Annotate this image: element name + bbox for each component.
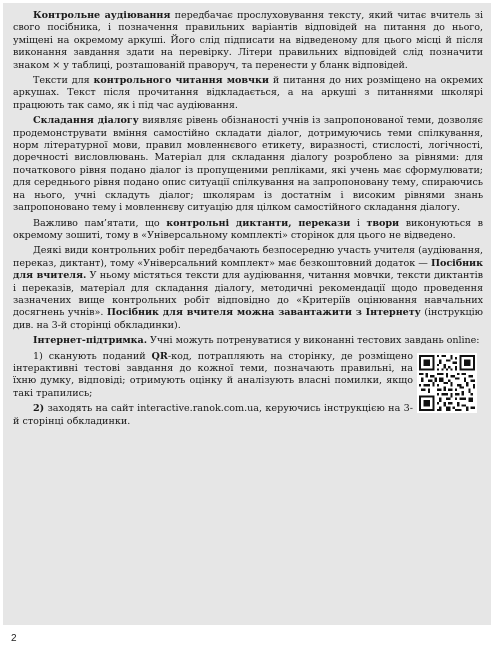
paragraph-text: У ньому містяться тексти для аудіювання, читання мовчки, тексти диктантів і переказів, матеріал для складання діалогу, методичні рекомендації щодо проведення зазначених вище контрольних робіт відповідно до «Критеріїв оцінювання навчальних досягнень учнів». xyxy=(13,270,484,319)
list-item-scan xyxy=(13,351,413,401)
list-number: 1) xyxy=(33,350,43,362)
paragraph-text: Учні можуть потренуватися у виконанні тестових завдань online: xyxy=(147,335,480,347)
paragraph-text: виконуються в окремому зошиті, тому в «Універсальному комплекті» сторінок для цього не відведено. xyxy=(13,217,483,241)
qr-code-icon[interactable] xyxy=(417,353,477,413)
paragraph-text: заходять на сайт interactive.ranok.com.ua, керуючись інструкцією на 3-й сторінці обкладинки. xyxy=(13,403,413,427)
page-number: 2 xyxy=(11,633,17,644)
paragraph-listening xyxy=(13,10,483,72)
term-qr: QR xyxy=(151,350,168,362)
term-dialogue: Складання діалогу xyxy=(33,115,139,127)
info-panel xyxy=(3,3,491,625)
paragraph-text: -код, потрапляють на сторінку, де розміщено інтерактивні тестові завдання до кожної теми, позначають правильні, на їхню думку, відповіді; отримують оцінку й аналізують власні помилки, якщо такі трапились; xyxy=(13,350,413,399)
paragraph-text: Деякі види контрольних робіт передбачають безпосередню участь учителя (аудіювання, переказ, диктант), тому «Універсальний комплект» має безкоштовний додаток — xyxy=(13,245,483,269)
list-number: 2) xyxy=(33,403,45,415)
paragraph-internet-support xyxy=(13,335,483,347)
list-item-website xyxy=(13,403,413,428)
paragraph-text: сканують поданий xyxy=(42,350,152,362)
paragraph-dialogue xyxy=(13,115,483,214)
term-listening: Контрольне аудіювання xyxy=(33,10,171,21)
paragraph-text: (інструкцію див. на 3-й сторінці обкладинки). xyxy=(13,307,483,331)
paragraph-text: передбачає прослуховування тексту, який читає вчитель зі свого посібника, і позначення правильних варіантів відповідей на питання до нього, уміщені на окремому аркуші. Його слід підписати на відведеному для цього місці й після виконання завдання здати на перевірку. Літери правильних відповідей слід позначити знаком × у таблиці, розташованій праворуч, та перенести у бланк відповідей. xyxy=(13,10,484,71)
paragraph-text: виявляє рівень обізнаності учнів із запропонованої теми, дозволяє продемонструвати вміння самостійно складати діалог, дотримуючись теми спілкування, норм літературної мови, правил мовленнєвого етикету, виразності, стислості, логічності, доречності висловлювань. Матеріал для складання діалогу розроблено за рівнями: для початкового рівня подано діалог із пропущеними репліками, які учень має сформулювати; для середнього рівня подано опис ситуації спілкування на запропоновану тему, спираючись на нього, учні складуть діалог; школярам із достатнім і високим рівнями знань запропоновано тему і мовленнєву ситуацію для цілком самостійного складання діалогу. xyxy=(13,115,483,214)
paragraph-text: Тексти для xyxy=(33,75,94,87)
paragraph-text: і xyxy=(350,217,367,229)
paragraph-dictations xyxy=(13,218,483,243)
term-essays: твори xyxy=(366,217,400,229)
internet-support-section xyxy=(13,335,483,428)
term-silent-reading: контрольного читання мовчки xyxy=(93,75,269,87)
term-download-guide: Посібник для вчителя можна завантажити з Інтернету xyxy=(106,307,421,319)
term-teacher-guide: Посібник для вчителя. xyxy=(13,257,483,282)
paragraph-text: Важливо пам’ятати, що xyxy=(33,217,167,229)
term-dictations: контрольні диктанти, перекази xyxy=(166,217,351,229)
paragraph-teacher-guide xyxy=(13,245,483,332)
paragraph-text: й питання до них розміщено на окремих аркушах. Текст після прочитання відкладається, а на аркуші з питаннями школярі працюють так само, як і під час аудіювання. xyxy=(13,75,483,111)
term-internet-support: Інтернет-підтримка. xyxy=(33,335,148,347)
paragraph-silent-reading xyxy=(13,75,483,112)
